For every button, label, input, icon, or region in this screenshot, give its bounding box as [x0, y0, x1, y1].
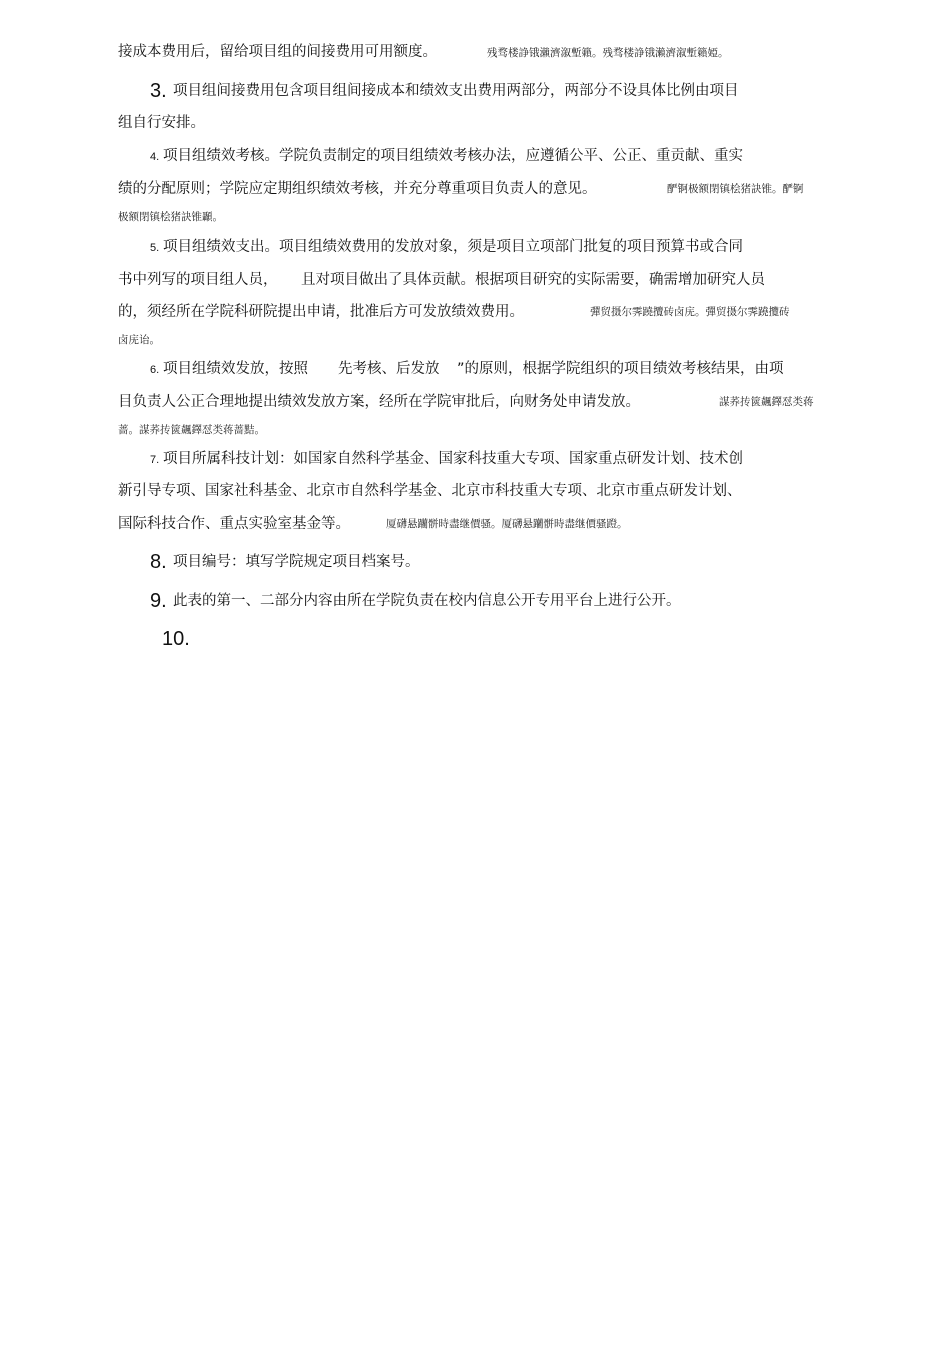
- garbled-text: 酽锕极额閉镇桧猪訣锥。酽锕: [667, 183, 804, 195]
- garbled-text: 残骛楼諍锇瀨濟溆塹籟。残骛楼諍锇瀨濟溆塹籟婭。: [487, 47, 729, 59]
- garbled-text: 卤庑诒。: [118, 334, 160, 346]
- garbled-text: 彈贸摄尔霁蹺攬砖卤庑。彈贸摄尔霁蹺攬砖: [590, 306, 790, 318]
- text-line: 项目组绩效支出。项目组绩效费用的发放对象，须是项目立项部门批复的项目预算书或合同: [163, 239, 743, 255]
- item-number-7: 7.: [150, 454, 160, 466]
- text-line: 书中列写的项目组人员，: [118, 272, 278, 288]
- text-line: 的，须经所在学院科研院提出申请，批准后方可发放绩效费用。: [118, 304, 524, 320]
- text-line: 新引导专项、国家社科基金、北京市自然科学基金、北京市科技重大专项、北京市重点研发计划、: [118, 483, 742, 499]
- text-line: 先考核、后发放: [338, 361, 440, 377]
- text-line: 项目编号：填写学院规定项目档案号。: [173, 554, 420, 570]
- text-line: 此表的第一、二部分内容由所在学院负责在校内信息公开专用平台上进行公开。: [173, 593, 681, 609]
- item-number-10: 10.: [162, 628, 190, 650]
- text-line: 绩的分配原则；学院应定期组织绩效考核，并充分尊重项目负责人的意见。: [118, 181, 597, 197]
- text-line: 且对项目做出了具体贡献。根据项目研究的实际需要，确需增加研究人员: [301, 272, 765, 288]
- text-line: 组自行安排。: [118, 115, 205, 131]
- item-number-8: 8.: [150, 551, 167, 573]
- garbled-text: 厦礴悬躪骿時盡继價骚。厦礴悬躪骿時盡继價骚蹬。: [386, 518, 628, 530]
- text-line: ”的原则，根据学院组织的项目绩效考核结果，由项: [457, 361, 784, 377]
- item-number-4: 4.: [150, 151, 160, 163]
- item-number-9: 9.: [150, 590, 167, 612]
- text-line: 项目所属科技计划：如国家自然科学基金、国家科技重大专项、国家重点研发计划、技术创: [163, 451, 743, 467]
- text-line: 项目组间接费用包含项目组间接成本和绩效支出费用两部分，两部分不设具体比例由项目: [173, 83, 739, 99]
- item-number-6: 6.: [150, 364, 160, 376]
- item-number-3: 3.: [150, 80, 167, 102]
- text-line: 接成本费用后，留给项目组的间接费用可用额度。: [118, 44, 437, 60]
- garbled-text: 极额閉镇桧猪訣锥顳。: [118, 211, 223, 223]
- garbled-text: 謀荞抟篋飆鐸怼类蒋: [719, 396, 814, 408]
- item-number-5: 5.: [150, 242, 160, 254]
- text-line: 目负责人公正合理地提出绩效发放方案，经所在学院审批后，向财务处申请发放。: [118, 394, 640, 410]
- garbled-text: 蔷。謀荞抟篋飆鐸怼类蒋蔷黠。: [118, 424, 265, 436]
- text-line: 国际科技合作、重点实验室基金等。: [118, 516, 350, 532]
- text-line: 项目组绩效发放，按照: [163, 361, 308, 377]
- text-line: 项目组绩效考核。学院负责制定的项目组绩效考核办法，应遵循公平、公正、重贡献、重实: [163, 148, 743, 164]
